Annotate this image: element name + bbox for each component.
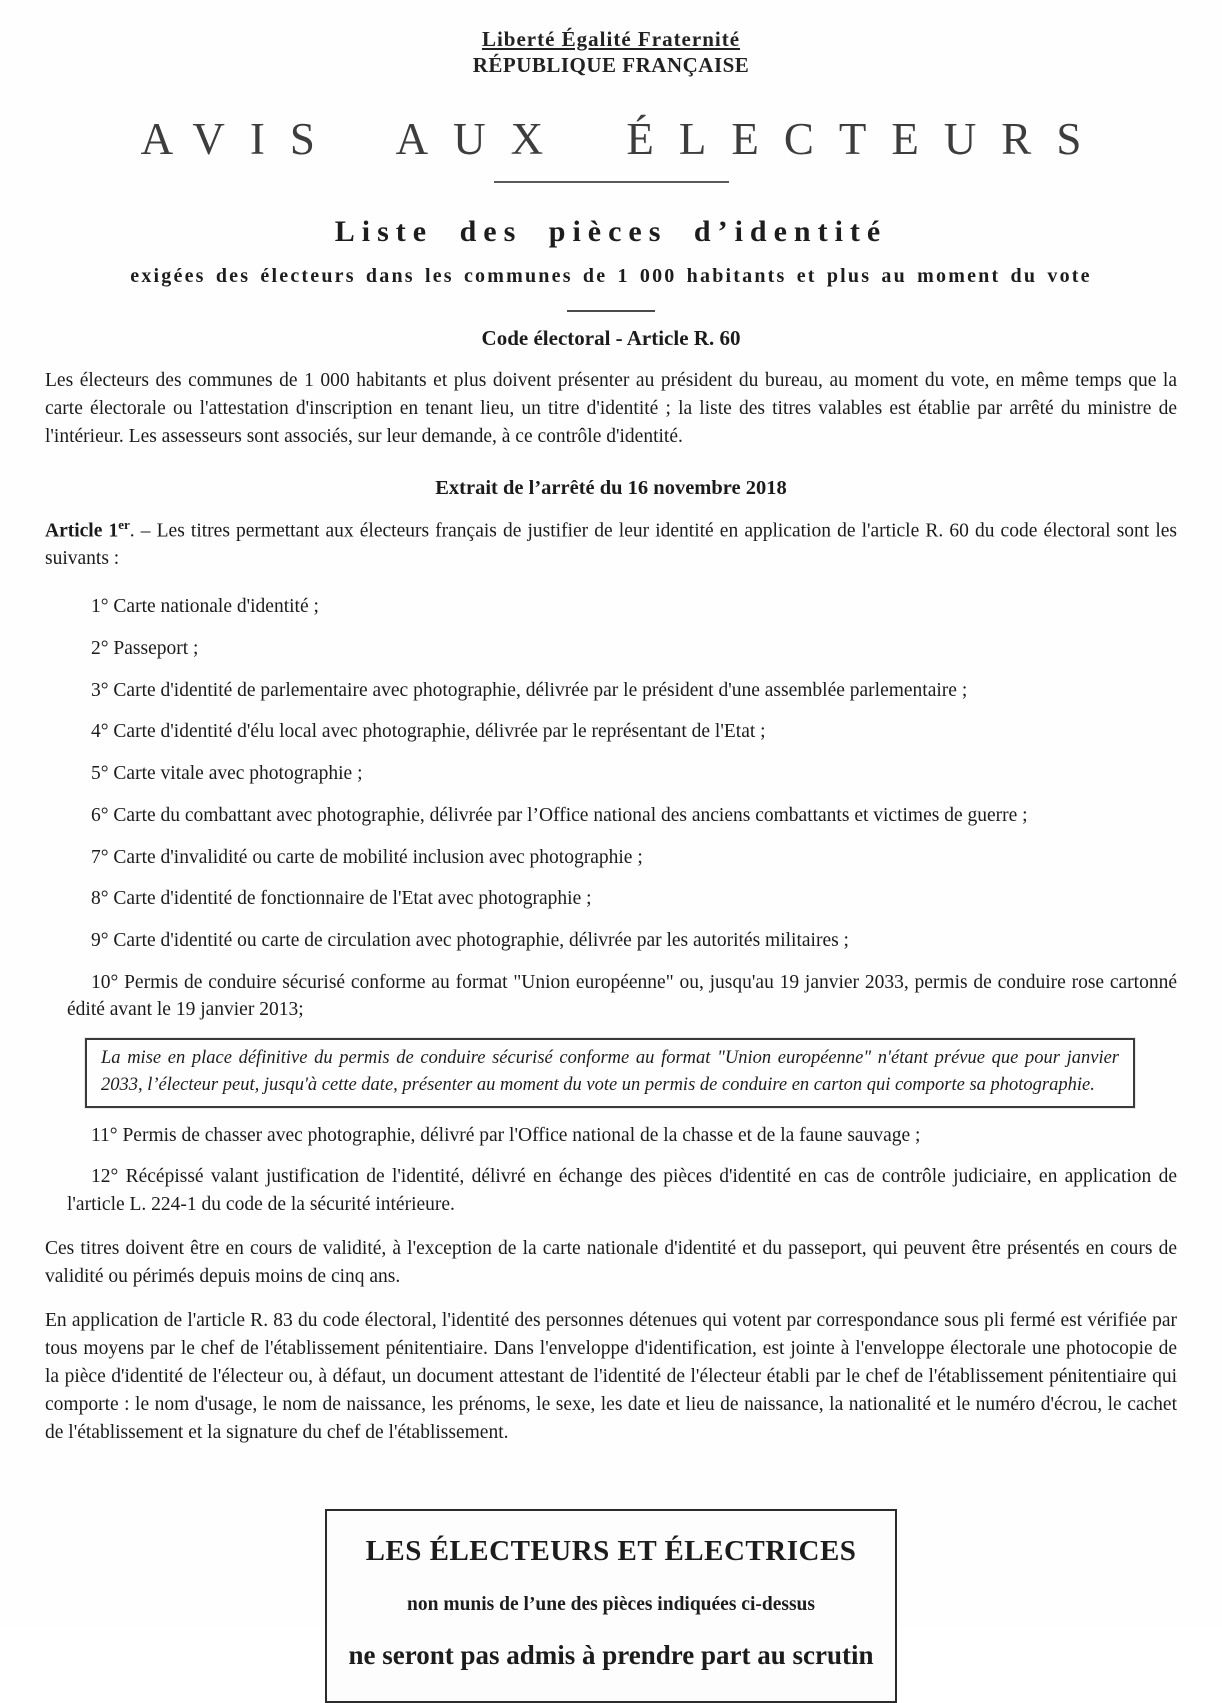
identity-item-1: 1° Carte nationale d'identité ; [91, 596, 319, 618]
page-title: AVIS AUX ÉLECTEURS [140, 113, 1107, 164]
validity-paragraph: Ces titres doivent être en cours de validité, à l'exception de la carte nationale d'identité et du passeport, qui peuvent être présentés en cours de validité ou périmés depuis moins de cinq ans. [45, 1237, 1177, 1287]
warning-line-1: LES ÉLECTEURS ET ÉLECTRICES [365, 1535, 857, 1568]
warning-line-2: non munis de l’une des pièces indiquées ci-dessus [407, 1594, 815, 1616]
identity-item-2: 2° Passeport ; [91, 638, 199, 660]
republic-label: RÉPUBLIQUE FRANÇAISE [472, 53, 750, 78]
section-divider [567, 310, 655, 312]
article-1-superscript: er [118, 516, 130, 532]
warning-line-3: ne seront pas admis à prendre part au scrutin [348, 1640, 874, 1671]
list-title: Liste des pièces d’identité [334, 214, 888, 248]
article-1-paragraph [45, 516, 1177, 574]
identity-item-6: 6° Carte du combattant avec photographie, délivrée par l’Office national des anciens combattants et victimes de guerre ; [91, 804, 1028, 826]
identity-item-8: 8° Carte d'identité de fonctionnaire de l'Etat avec photographie ; [91, 888, 592, 910]
national-header [45, 26, 1177, 79]
extrait-heading: Extrait de l’arrêté du 16 novembre 2018 [435, 476, 787, 499]
code-electoral-heading: Code électoral - Article R. 60 [481, 325, 741, 350]
motto: Liberté Égalité Fraternité [481, 27, 741, 51]
title-divider [494, 181, 729, 183]
driving-licence-note: La mise en place définitive du permis de conduire sécurisé conforme au format "Union européenne" n'étant prévue que pour janvier 2033, l’électeur peut, jusqu'à cette date, présenter au moment du vote un permis de conduire en carton qui comporte sa photographie. [85, 1038, 1135, 1108]
identity-item-5: 5° Carte vitale avec photographie ; [91, 763, 363, 785]
identity-item-10: 10° Permis de conduire sécurisé conforme au format "Union européenne" ou, jusqu'au 19 janvier 2033, permis de conduire rose cartonné édité avant le 19 janvier 2013; [67, 971, 1177, 1021]
identity-item-12: 12° Récépissé valant justification de l'identité, délivré en échange des pièces d'identité en cas de contrôle judiciaire, en application de l'article L. 224-1 du code de la sécurité intérieure. [67, 1166, 1177, 1215]
detainees-paragraph: En application de l'article R. 83 du code électoral, l'identité des personnes détenues qui votent par correspondance sous pli fermé est vérifiée par tous moyens par le chef de l'établissement pénitentiaire. Dans l'enveloppe d'identification, est jointe à l'enveloppe électorale une photocopie de la pièce d'identité de l'électeur ou, à défaut, un document attestant de l'identité de l'électeur établi par le chef de l'établissement pénitentiaire qui comporte : le nom d'usage, le nom de naissance, les prénoms, le sexe, les date et lieu de naissance, la nationalité et le numéro d'écrou, le cachet de l'établissement et la signature du chef de l'établissement. [45, 1309, 1177, 1444]
article-1-label: Article 1 [45, 520, 119, 542]
identity-item-9: 9° Carte d'identité ou carte de circulation avec photographie, délivrée par les autorités militaires ; [91, 929, 849, 951]
warning-box [325, 1509, 897, 1703]
identity-item-4: 4° Carte d'identité d'élu local avec photographie, délivrée par le représentant de l'Etat ; [91, 721, 766, 743]
identity-item-3: 3° Carte d'identité de parlementaire avec photographie, délivrée par le président d'une assemblée parlementaire ; [91, 679, 968, 701]
identity-item-7: 7° Carte d'invalidité ou carte de mobilité inclusion avec photographie ; [91, 846, 643, 868]
identity-item-11: 11° Permis de chasser avec photographie, délivré par l'Office national de la chasse et de la faune sauvage ; [91, 1124, 921, 1146]
intro-paragraph: Les électeurs des communes de 1 000 habitants et plus doivent présenter au président du bureau, au moment du vote, en même temps que la carte électorale ou l'attestation d'inscription en tenant lieu, un titre d'identité ; la liste des titres valables est établie par arrêté du ministre de l'intérieur. Les assesseurs sont associés, sur leur demande, à ce contrôle d'identité. [45, 369, 1177, 447]
article-1-text: . – Les titres permettant aux électeurs français de justifier de leur identité en application de l'article R. 60 du code électoral sont les suivants : [45, 520, 1177, 570]
list-subtitle: exigées des électeurs dans les communes de 1 000 habitants et plus au moment du vote [130, 264, 1092, 287]
